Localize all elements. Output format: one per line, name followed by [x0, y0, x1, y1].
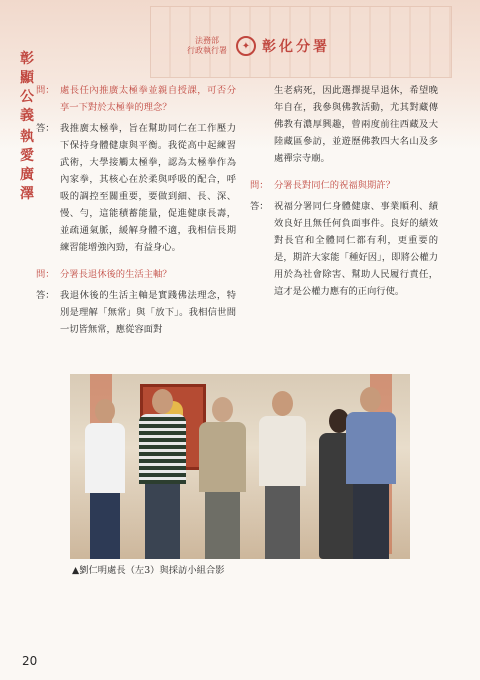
- sign-agency-text: 法務部 行政執行署: [187, 36, 227, 55]
- slogan-right: 執愛廣澤: [20, 129, 34, 202]
- right-column: [250, 82, 438, 300]
- person-4: [255, 391, 310, 559]
- page-number: 20: [22, 654, 38, 668]
- answer-2-continued: 生老病死，因此選擇提早退休，希望晚年自在，我參與佛教活動，尤其對藏傳佛教有濃厚興趣，曾兩度前往西藏及大陸藏區參訪，並遊歷佛教四大名山及多處禪宗寺廟。: [274, 85, 438, 164]
- answer-2: 答： 我退休後的生活主軸是實踐佛法理念，特別是理解「無常」與「放下」。我相信世間一切皆無常，應從容面對: [36, 290, 236, 335]
- group-photo: [70, 374, 410, 559]
- slogan-left: 彰顯公義: [20, 51, 34, 124]
- left-column: [36, 82, 236, 338]
- person-2: [135, 389, 190, 559]
- agency-sign: [184, 30, 374, 62]
- answer-3: 答： 祝福分署同仁身體健康、事業順利、績效良好且無任何負面事件。良好的績效對長官和全體同仁都有利，更重要的是，期許大家能「種好因」，即將公權力用於為社會除害、幫助人民履行責任，這才是公權力應有的正向行使。: [250, 201, 438, 297]
- question-1: 問： 處長任內推廣太極拳並親自授課，可否分享一下對於太極拳的理念？: [36, 85, 236, 113]
- question-2: 問： 分署長退休後的生活主軸？: [36, 269, 172, 280]
- person-1: [80, 399, 130, 559]
- person-3-director: [195, 397, 250, 559]
- sign-branch-name: 彰化分署: [262, 39, 330, 55]
- agency-logo-icon: ✦: [236, 36, 256, 56]
- photo-caption: ▲劉仁明處長（左3）與採訪小組合影: [72, 565, 225, 576]
- answer-1: 答： 我推廣太極拳，旨在幫助同仁在工作壓力下保持身體健康與平衡。我從高中起練習武術，大學接觸太極拳，認為太極拳作為內家拳，其核心在於柔與呼吸的配合，呼吸的調控至關重要，要做到細、長、深、慢、勻，這能積蓄能量，促進健康長壽，並疏通氣脈，緩解身體不適，我相信長期練習能增強內勁，有益身心。: [36, 123, 236, 253]
- question-3: 問： 分署長對同仁的祝福與期許？: [250, 180, 395, 191]
- person-6: [340, 387, 400, 559]
